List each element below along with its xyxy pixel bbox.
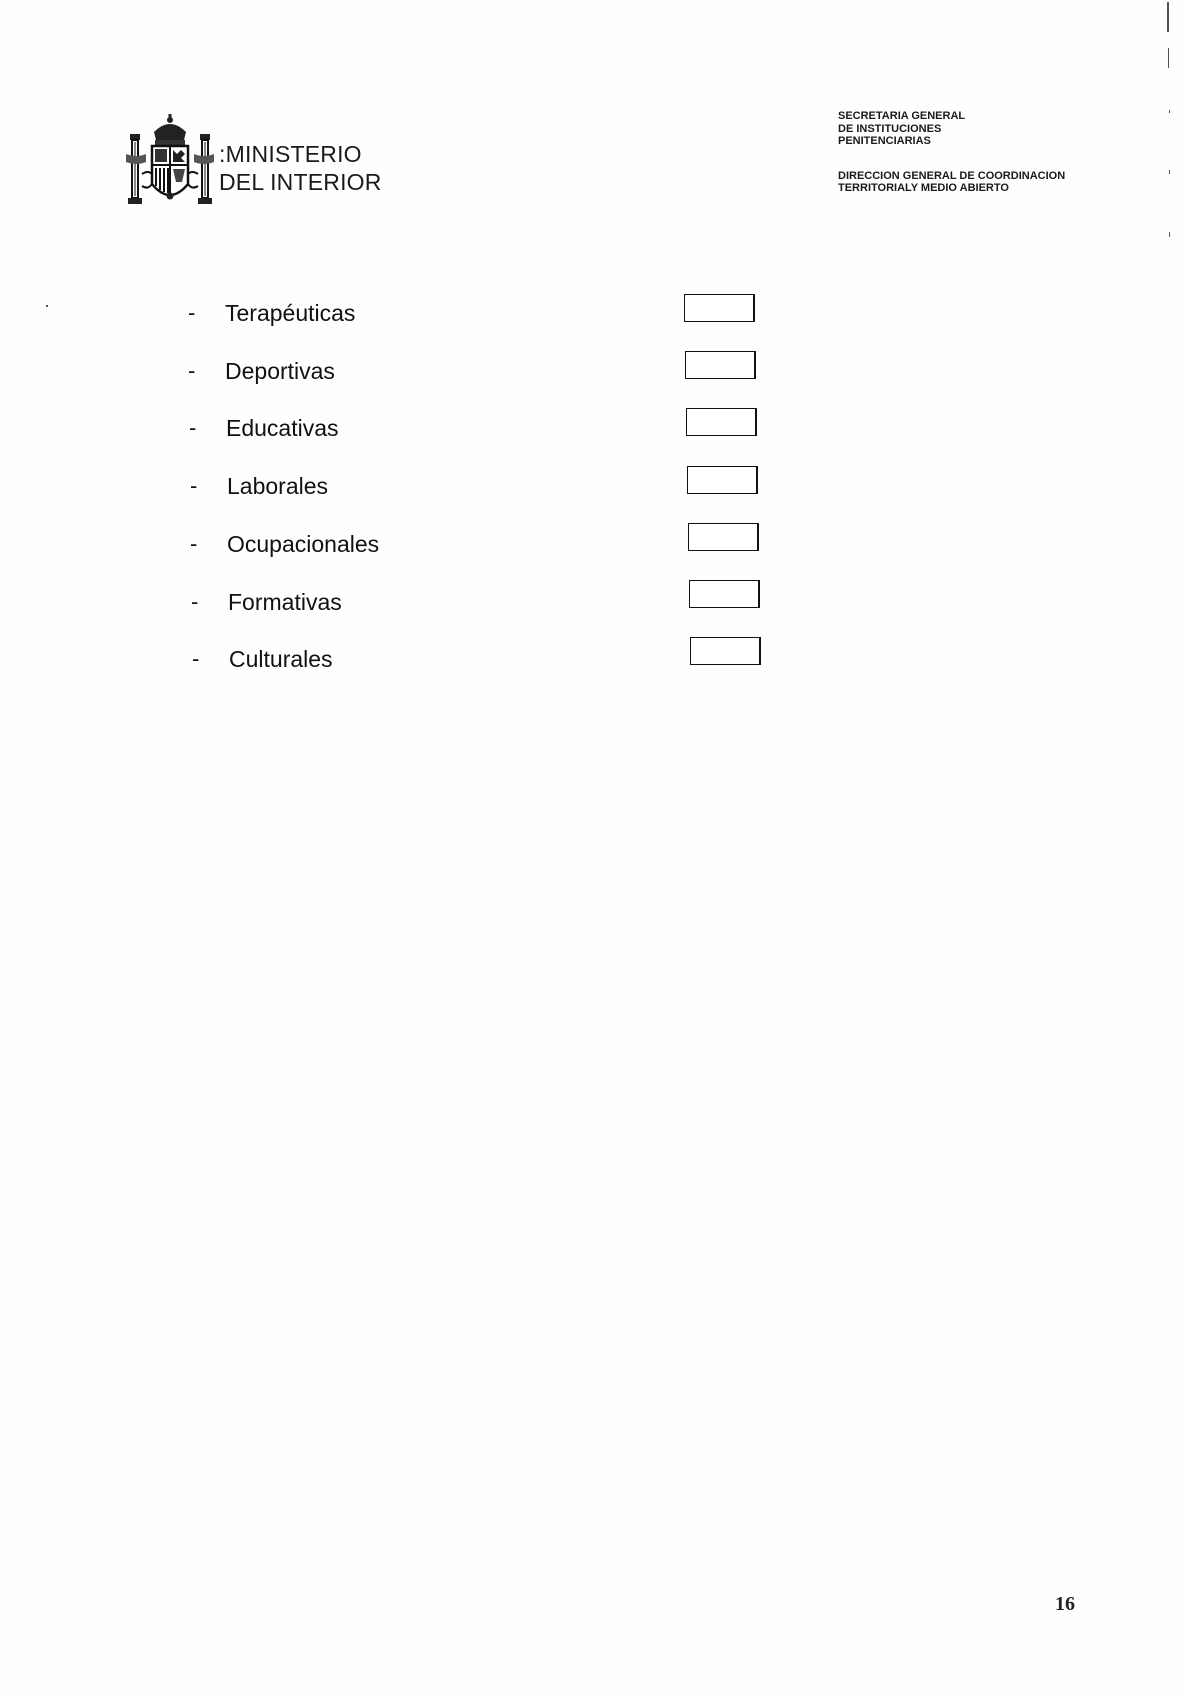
item-label: Culturales [229, 646, 333, 672]
checkbox-formativas[interactable] [689, 580, 760, 608]
ministry-line-1: :MINISTERIO [219, 141, 362, 167]
item-label: Educativas [226, 415, 339, 441]
secretaria-line-1: SECRETARIA GENERAL [838, 110, 966, 122]
checkbox-culturales[interactable] [690, 637, 761, 665]
item-label: Laborales [227, 473, 329, 499]
scan-edge-mark [1169, 232, 1170, 237]
checkbox-ocupacionales[interactable] [688, 523, 759, 551]
secretaria-line-3: PENITENCIARIAS [838, 135, 931, 147]
checkbox-laborales[interactable] [687, 466, 758, 494]
bullet-dash: - [189, 415, 197, 440]
bullet-dash: - [188, 358, 196, 383]
page-number: 16 [1055, 1593, 1075, 1615]
item-label: Deportivas [225, 358, 335, 384]
item-label: Terapéuticas [225, 300, 356, 326]
scan-edge-mark [1168, 48, 1169, 68]
bullet-dash: - [191, 589, 199, 614]
secretaria-line-2: DE INSTITUCIONES [838, 122, 942, 135]
direccion-line-1: DIRECCION GENERAL DE COORDINACION [838, 169, 1066, 182]
scan-speck [46, 305, 48, 307]
direccion-line-2: TERRITORIALY MEDIO ABIERTO [838, 182, 1009, 194]
scan-edge-mark [1167, 2, 1169, 32]
checkbox-educativas[interactable] [686, 408, 757, 436]
bullet-dash: - [190, 473, 198, 498]
ministry-line-2: DEL INTERIOR [219, 169, 382, 195]
bullet-dash: - [188, 300, 196, 325]
bullet-dash: - [192, 646, 200, 671]
scan-edge-mark [1169, 110, 1170, 113]
checkbox-deportivas[interactable] [685, 351, 756, 379]
scan-edge-mark [1169, 170, 1170, 174]
item-label: Ocupacionales [227, 531, 380, 557]
item-label: Formativas [228, 589, 342, 615]
bullet-dash: - [190, 531, 198, 556]
activity-checklist [0, 0, 1186, 700]
checkbox-terapeuticas[interactable] [684, 294, 755, 322]
